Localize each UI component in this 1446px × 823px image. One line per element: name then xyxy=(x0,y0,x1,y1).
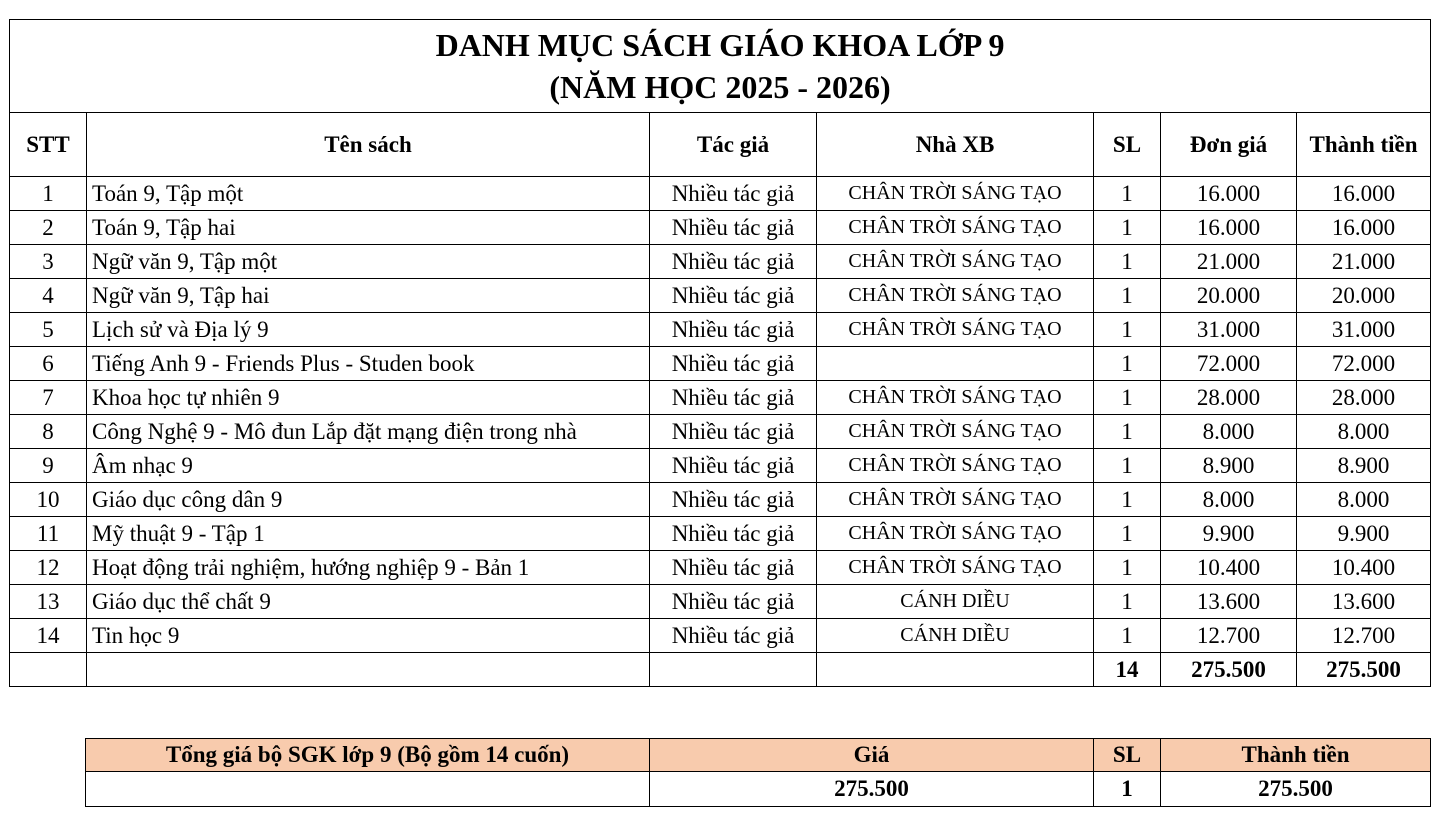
summary-header-label: Tổng giá bộ SGK lớp 9 (Bộ gồm 14 cuốn) xyxy=(86,739,650,772)
table-row xyxy=(10,449,1431,483)
cell-nha-xb: CHÂN TRỜI SÁNG TẠO xyxy=(817,415,1094,449)
header-don-gia: Đơn giá xyxy=(1161,113,1297,177)
table-row xyxy=(10,245,1431,279)
cell-ten-sach: Toán 9, Tập một xyxy=(87,177,650,211)
cell-thanh-tien: 72.000 xyxy=(1297,347,1431,381)
cell-ten-sach: Khoa học tự nhiên 9 xyxy=(87,381,650,415)
totals-row xyxy=(10,653,1431,687)
cell-sl: 1 xyxy=(1094,245,1161,279)
cell-stt: 3 xyxy=(10,245,87,279)
totals-empty-nxb xyxy=(817,653,1094,687)
cell-stt: 6 xyxy=(10,347,87,381)
table-row xyxy=(10,551,1431,585)
cell-thanh-tien: 9.900 xyxy=(1297,517,1431,551)
cell-tac-gia: Nhiều tác giả xyxy=(650,517,817,551)
cell-don-gia: 8.000 xyxy=(1161,483,1297,517)
table-row xyxy=(10,381,1431,415)
cell-ten-sach: Giáo dục công dân 9 xyxy=(87,483,650,517)
header-row xyxy=(10,113,1431,177)
cell-tac-gia: Nhiều tác giả xyxy=(650,415,817,449)
cell-ten-sach: Giáo dục thể chất 9 xyxy=(87,585,650,619)
table-row xyxy=(10,619,1431,653)
cell-ten-sach: Công Nghệ 9 - Mô đun Lắp đặt mạng điện trong nhà xyxy=(87,415,650,449)
cell-thanh-tien: 31.000 xyxy=(1297,313,1431,347)
cell-don-gia: 16.000 xyxy=(1161,211,1297,245)
title-line-1: DANH MỤC SÁCH GIÁO KHOA LỚP 9 xyxy=(435,27,1005,63)
table-row xyxy=(10,347,1431,381)
cell-don-gia: 8.000 xyxy=(1161,415,1297,449)
cell-thanh-tien: 20.000 xyxy=(1297,279,1431,313)
cell-tac-gia: Nhiều tác giả xyxy=(650,619,817,653)
cell-thanh-tien: 10.400 xyxy=(1297,551,1431,585)
cell-nha-xb: CÁNH DIỀU xyxy=(817,619,1094,653)
cell-nha-xb: CÁNH DIỀU xyxy=(817,585,1094,619)
cell-sl: 1 xyxy=(1094,619,1161,653)
cell-ten-sach: Lịch sử và Địa lý 9 xyxy=(87,313,650,347)
cell-sl: 1 xyxy=(1094,517,1161,551)
cell-ten-sach: Ngữ văn 9, Tập hai xyxy=(87,279,650,313)
header-tac-gia: Tác giả xyxy=(650,113,817,177)
cell-nha-xb: CHÂN TRỜI SÁNG TẠO xyxy=(817,313,1094,347)
cell-thanh-tien: 28.000 xyxy=(1297,381,1431,415)
cell-don-gia: 16.000 xyxy=(1161,177,1297,211)
cell-tac-gia: Nhiều tác giả xyxy=(650,211,817,245)
totals-sl: 14 xyxy=(1094,653,1161,687)
summary-header-gia: Giá xyxy=(650,739,1094,772)
cell-sl: 1 xyxy=(1094,449,1161,483)
cell-nha-xb: CHÂN TRỜI SÁNG TẠO xyxy=(817,551,1094,585)
cell-thanh-tien: 8.900 xyxy=(1297,449,1431,483)
cell-tac-gia: Nhiều tác giả xyxy=(650,483,817,517)
cell-nha-xb xyxy=(817,347,1094,381)
header-ten-sach: Tên sách xyxy=(87,113,650,177)
cell-don-gia: 20.000 xyxy=(1161,279,1297,313)
page-title xyxy=(10,20,1431,113)
table-body xyxy=(10,177,1431,653)
cell-sl: 1 xyxy=(1094,415,1161,449)
cell-don-gia: 10.400 xyxy=(1161,551,1297,585)
cell-don-gia: 12.700 xyxy=(1161,619,1297,653)
cell-stt: 5 xyxy=(10,313,87,347)
cell-ten-sach: Tiếng Anh 9 - Friends Plus - Studen book xyxy=(87,347,650,381)
cell-sl: 1 xyxy=(1094,551,1161,585)
cell-ten-sach: Toán 9, Tập hai xyxy=(87,211,650,245)
cell-ten-sach: Âm nhạc 9 xyxy=(87,449,650,483)
cell-stt: 13 xyxy=(10,585,87,619)
cell-don-gia: 31.000 xyxy=(1161,313,1297,347)
cell-stt: 8 xyxy=(10,415,87,449)
summary-header-sl: SL xyxy=(1094,739,1161,772)
cell-stt: 11 xyxy=(10,517,87,551)
table-row xyxy=(10,517,1431,551)
cell-sl: 1 xyxy=(1094,177,1161,211)
cell-sl: 1 xyxy=(1094,585,1161,619)
cell-ten-sach: Mỹ thuật 9 - Tập 1 xyxy=(87,517,650,551)
cell-ten-sach: Hoạt động trải nghiệm, hướng nghiệp 9 - Bản 1 xyxy=(87,551,650,585)
cell-stt: 7 xyxy=(10,381,87,415)
header-sl: SL xyxy=(1094,113,1161,177)
title-row xyxy=(10,20,1431,113)
header-thanh-tien: Thành tiền xyxy=(1297,113,1431,177)
totals-don-gia: 275.500 xyxy=(1161,653,1297,687)
cell-nha-xb: CHÂN TRỜI SÁNG TẠO xyxy=(817,517,1094,551)
cell-nha-xb: CHÂN TRỜI SÁNG TẠO xyxy=(817,279,1094,313)
table-row xyxy=(10,483,1431,517)
cell-sl: 1 xyxy=(1094,313,1161,347)
cell-sl: 1 xyxy=(1094,279,1161,313)
cell-nha-xb: CHÂN TRỜI SÁNG TẠO xyxy=(817,245,1094,279)
cell-thanh-tien: 8.000 xyxy=(1297,483,1431,517)
cell-nha-xb: CHÂN TRỜI SÁNG TẠO xyxy=(817,177,1094,211)
cell-ten-sach: Tin học 9 xyxy=(87,619,650,653)
cell-thanh-tien: 16.000 xyxy=(1297,177,1431,211)
cell-sl: 1 xyxy=(1094,381,1161,415)
cell-tac-gia: Nhiều tác giả xyxy=(650,177,817,211)
totals-empty-tacgia xyxy=(650,653,817,687)
cell-tac-gia: Nhiều tác giả xyxy=(650,279,817,313)
table-row xyxy=(10,279,1431,313)
cell-tac-gia: Nhiều tác giả xyxy=(650,551,817,585)
cell-nha-xb: CHÂN TRỜI SÁNG TẠO xyxy=(817,381,1094,415)
summary-header-row xyxy=(86,739,1431,772)
summary-value-row xyxy=(86,772,1431,807)
cell-don-gia: 9.900 xyxy=(1161,517,1297,551)
cell-stt: 12 xyxy=(10,551,87,585)
cell-tac-gia: Nhiều tác giả xyxy=(650,449,817,483)
summary-header-thanh-tien: Thành tiền xyxy=(1161,739,1431,772)
cell-stt: 14 xyxy=(10,619,87,653)
summary-sl: 1 xyxy=(1094,772,1161,807)
cell-tac-gia: Nhiều tác giả xyxy=(650,381,817,415)
summary-empty-cell xyxy=(86,772,650,807)
table-row xyxy=(10,211,1431,245)
cell-don-gia: 72.000 xyxy=(1161,347,1297,381)
cell-nha-xb: CHÂN TRỜI SÁNG TẠO xyxy=(817,449,1094,483)
summary-table xyxy=(85,738,1431,807)
table-row xyxy=(10,415,1431,449)
table-row xyxy=(10,585,1431,619)
summary-gia: 275.500 xyxy=(650,772,1094,807)
cell-ten-sach: Ngữ văn 9, Tập một xyxy=(87,245,650,279)
cell-sl: 1 xyxy=(1094,347,1161,381)
cell-tac-gia: Nhiều tác giả xyxy=(650,245,817,279)
cell-don-gia: 13.600 xyxy=(1161,585,1297,619)
cell-sl: 1 xyxy=(1094,211,1161,245)
cell-thanh-tien: 16.000 xyxy=(1297,211,1431,245)
cell-stt: 10 xyxy=(10,483,87,517)
cell-tac-gia: Nhiều tác giả xyxy=(650,585,817,619)
cell-don-gia: 8.900 xyxy=(1161,449,1297,483)
cell-sl: 1 xyxy=(1094,483,1161,517)
summary-thanh-tien: 275.500 xyxy=(1161,772,1431,807)
cell-tac-gia: Nhiều tác giả xyxy=(650,313,817,347)
cell-nha-xb: CHÂN TRỜI SÁNG TẠO xyxy=(817,483,1094,517)
cell-thanh-tien: 8.000 xyxy=(1297,415,1431,449)
cell-stt: 2 xyxy=(10,211,87,245)
table-row xyxy=(10,313,1431,347)
header-stt: STT xyxy=(10,113,87,177)
totals-empty-ten xyxy=(87,653,650,687)
cell-thanh-tien: 13.600 xyxy=(1297,585,1431,619)
cell-tac-gia: Nhiều tác giả xyxy=(650,347,817,381)
totals-empty-stt xyxy=(10,653,87,687)
cell-nha-xb: CHÂN TRỜI SÁNG TẠO xyxy=(817,211,1094,245)
cell-stt: 4 xyxy=(10,279,87,313)
table-row xyxy=(10,177,1431,211)
cell-don-gia: 21.000 xyxy=(1161,245,1297,279)
header-nha-xb: Nhà XB xyxy=(817,113,1094,177)
cell-thanh-tien: 21.000 xyxy=(1297,245,1431,279)
title-line-2: (NĂM HỌC 2025 - 2026) xyxy=(549,69,891,105)
cell-stt: 1 xyxy=(10,177,87,211)
cell-don-gia: 28.000 xyxy=(1161,381,1297,415)
cell-stt: 9 xyxy=(10,449,87,483)
cell-thanh-tien: 12.700 xyxy=(1297,619,1431,653)
textbook-table xyxy=(9,19,1431,687)
totals-thanh-tien: 275.500 xyxy=(1297,653,1431,687)
